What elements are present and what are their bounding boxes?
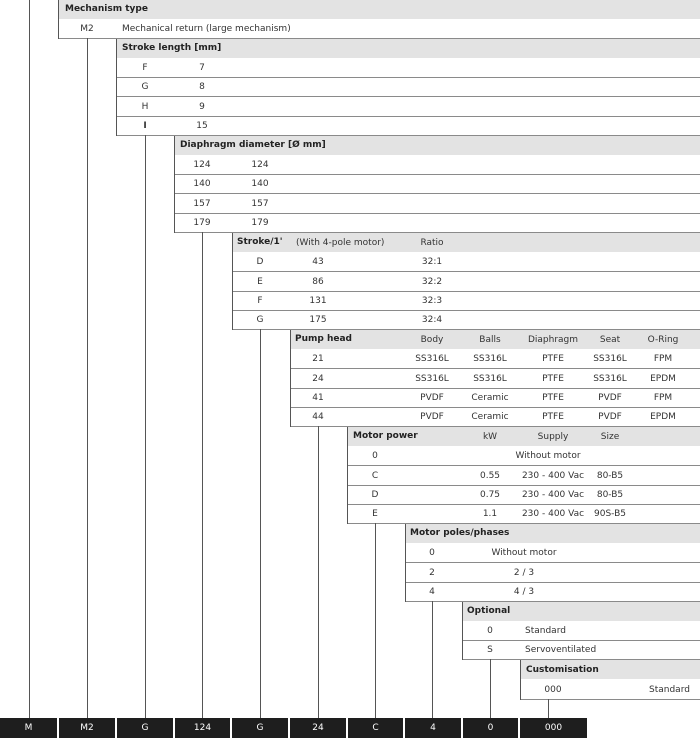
code-cell-motor-power: C xyxy=(348,718,403,738)
code-cell-customisation: 000 xyxy=(520,718,587,738)
motor-power-size: 80-B5 xyxy=(596,490,624,500)
pump-head-diaphragm: PTFE xyxy=(542,374,564,384)
divider xyxy=(405,562,700,563)
code-cell-strokes: G xyxy=(232,718,288,738)
optional-value: Servoventilated xyxy=(525,645,597,655)
connector-line-strokes xyxy=(260,329,261,718)
mechanism-type-header xyxy=(58,0,700,19)
divider xyxy=(290,368,700,369)
motor-poles-value: 4 / 3 xyxy=(513,587,535,597)
pump-head-body: SS316L xyxy=(415,374,449,384)
mechanism-code: M2 xyxy=(80,24,94,34)
diaphragm-code: 179 xyxy=(193,218,211,228)
divider xyxy=(520,699,700,700)
pump-head-oring: FPM xyxy=(653,354,673,364)
connector-line-m xyxy=(29,0,30,718)
optional-code: 0 xyxy=(487,626,493,636)
connector-line-strokes-edge xyxy=(232,233,233,330)
pump-head-body: PVDF xyxy=(420,412,444,422)
motor-power-kw: 0.75 xyxy=(479,490,501,500)
pump-head-seat: SS316L xyxy=(593,354,627,364)
stroke-code: I xyxy=(143,121,147,131)
code-cell-mechanism-prefix: M xyxy=(0,718,57,738)
pump-head-body: SS316L xyxy=(415,354,449,364)
connector-line-stroke xyxy=(145,135,146,718)
strokes-code: E xyxy=(257,277,263,287)
diaphragm-value: 179 xyxy=(251,218,269,228)
pump-head-balls: Ceramic xyxy=(471,412,509,422)
motor-power-code: E xyxy=(372,509,378,519)
motor-power-size: 80-B5 xyxy=(596,471,624,481)
pump-head-diaphragm: PTFE xyxy=(542,393,564,403)
optional-code: S xyxy=(487,645,493,655)
col-supply: Supply xyxy=(537,432,569,442)
pump-head-oring: FPM xyxy=(653,393,673,403)
connector-line-stroke-edge xyxy=(116,39,117,136)
stroke-value: 15 xyxy=(196,121,208,131)
motor-poles-code: 2 xyxy=(429,568,435,578)
motor-power-title: Motor power xyxy=(353,431,418,441)
pump-head-oring: EPDM xyxy=(650,412,676,422)
connector-line-pump-head-edge xyxy=(290,330,291,427)
col-body: Body xyxy=(420,335,444,345)
strokes-code: G xyxy=(256,315,264,325)
code-cell-motor-poles: 4 xyxy=(405,718,461,738)
mechanism-desc: Mechanical return (large mechanism) xyxy=(122,24,291,34)
stroke-value: 9 xyxy=(199,102,205,112)
pump-head-code: 44 xyxy=(312,412,324,422)
stroke-code: H xyxy=(141,102,149,112)
motor-power-supply: 230 - 400 Vac xyxy=(521,471,585,481)
col-seat: Seat xyxy=(599,335,621,345)
pump-head-code: 41 xyxy=(312,393,324,403)
divider xyxy=(290,407,700,408)
motor-power-without: Without motor xyxy=(515,451,581,461)
motor-power-kw: 1.1 xyxy=(482,509,498,519)
divider xyxy=(174,213,700,214)
pump-head-code: 24 xyxy=(312,374,324,384)
divider xyxy=(116,116,700,117)
motor-power-kw: 0.55 xyxy=(479,471,501,481)
divider xyxy=(116,77,700,78)
connector-line-motor-poles-edge xyxy=(405,524,406,602)
pump-head-code: 21 xyxy=(312,354,324,364)
motor-poles-code: 0 xyxy=(429,548,435,558)
connector-line-optional xyxy=(490,659,491,718)
code-cell-stroke: G xyxy=(117,718,173,738)
diaphragm-title: Diaphragm diameter [Ø mm] xyxy=(180,140,326,150)
customisation-code: 000 xyxy=(544,685,562,695)
pump-head-body: PVDF xyxy=(420,393,444,403)
motor-power-code: 0 xyxy=(372,451,378,461)
col-kw: kW xyxy=(482,432,498,442)
pump-head-balls: SS316L xyxy=(473,354,507,364)
divider xyxy=(462,640,700,641)
connector-line-diaphragm xyxy=(202,232,203,718)
strokes-value: 43 xyxy=(312,257,324,267)
customisation-value: Standard xyxy=(649,685,690,695)
col-ratio: Ratio xyxy=(420,238,444,248)
connector-line-optional-edge xyxy=(462,602,463,660)
customisation-title: Customisation xyxy=(526,665,599,675)
col-o-ring: O-Ring xyxy=(647,335,679,345)
optional-value: Standard xyxy=(525,626,566,636)
strokes-ratio: 32:2 xyxy=(421,277,443,287)
stroke-length-title: Stroke length [mm] xyxy=(122,43,222,53)
pump-head-seat: PVDF xyxy=(598,393,622,403)
stroke-value: 8 xyxy=(199,82,205,92)
pump-head-oring: EPDM xyxy=(650,374,676,384)
pump-head-seat: PVDF xyxy=(598,412,622,422)
connector-line-mechanism-edge xyxy=(58,0,59,39)
divider xyxy=(174,193,700,194)
motor-power-code: C xyxy=(371,471,379,481)
code-cell-mechanism: M2 xyxy=(59,718,115,738)
motor-poles-value: Without motor xyxy=(491,548,557,558)
divider xyxy=(232,310,700,311)
optional-title: Optional xyxy=(467,606,511,616)
pump-head-balls: Ceramic xyxy=(471,393,509,403)
strokes-value: 86 xyxy=(312,277,324,287)
mechanism-type-title: Mechanism type xyxy=(65,4,148,14)
strokes-ratio: 32:4 xyxy=(421,315,443,325)
pump-head-title: Pump head xyxy=(295,334,352,344)
divider xyxy=(116,96,700,97)
diaphragm-code: 124 xyxy=(193,160,211,170)
diaphragm-code: 140 xyxy=(193,179,211,189)
stroke-value: 7 xyxy=(199,63,205,73)
connector-line-m2 xyxy=(87,38,88,718)
diaphragm-value: 140 xyxy=(251,179,269,189)
strokes-value: 131 xyxy=(309,296,327,306)
pump-head-diaphragm: PTFE xyxy=(542,412,564,422)
pump-head-balls: SS316L xyxy=(473,374,507,384)
connector-line-pump-head xyxy=(318,426,319,718)
divider xyxy=(405,582,700,583)
divider xyxy=(290,388,700,389)
strokes-code: D xyxy=(256,257,264,267)
col-balls: Balls xyxy=(479,335,501,345)
connector-line-diaphragm-edge xyxy=(174,136,175,233)
connector-line-motor-power-edge xyxy=(347,427,348,524)
motor-poles-code: 4 xyxy=(429,587,435,597)
col-with-4-pole-motor: (With 4-pole motor) xyxy=(296,238,385,248)
motor-power-supply: 230 - 400 Vac xyxy=(521,509,585,519)
divider xyxy=(347,485,700,486)
strokes-per-min-title: Stroke/1' xyxy=(237,237,283,247)
col-diaphragm: Diaphragm xyxy=(527,335,579,345)
code-cell-optional: 0 xyxy=(463,718,518,738)
code-cell-pump-head: 24 xyxy=(290,718,346,738)
motor-poles-value: 2 / 3 xyxy=(513,568,535,578)
divider xyxy=(174,174,700,175)
motor-power-supply: 230 - 400 Vac xyxy=(521,490,585,500)
divider xyxy=(232,291,700,292)
connector-line-customisation xyxy=(548,699,549,718)
connector-line-customisation-edge xyxy=(520,660,521,700)
stroke-code: F xyxy=(142,63,148,73)
code-cell-diaphragm: 124 xyxy=(175,718,230,738)
motor-power-size: 90S-B5 xyxy=(594,509,626,519)
motor-poles-title: Motor poles/phases xyxy=(410,528,510,538)
pump-head-seat: SS316L xyxy=(593,374,627,384)
pump-head-diaphragm: PTFE xyxy=(542,354,564,364)
diaphragm-value: 157 xyxy=(251,199,269,209)
stroke-code: G xyxy=(141,82,149,92)
strokes-code: F xyxy=(257,296,263,306)
connector-line-motor-poles xyxy=(432,601,433,718)
divider xyxy=(232,271,700,272)
motor-power-code: D xyxy=(371,490,379,500)
strokes-ratio: 32:3 xyxy=(421,296,443,306)
diaphragm-code: 157 xyxy=(193,199,211,209)
connector-line-motor-power xyxy=(375,523,376,718)
divider xyxy=(347,504,700,505)
strokes-value: 175 xyxy=(309,315,327,325)
divider xyxy=(347,465,700,466)
strokes-ratio: 32:1 xyxy=(421,257,443,267)
col-size: Size xyxy=(600,432,620,442)
diaphragm-value: 124 xyxy=(251,160,269,170)
